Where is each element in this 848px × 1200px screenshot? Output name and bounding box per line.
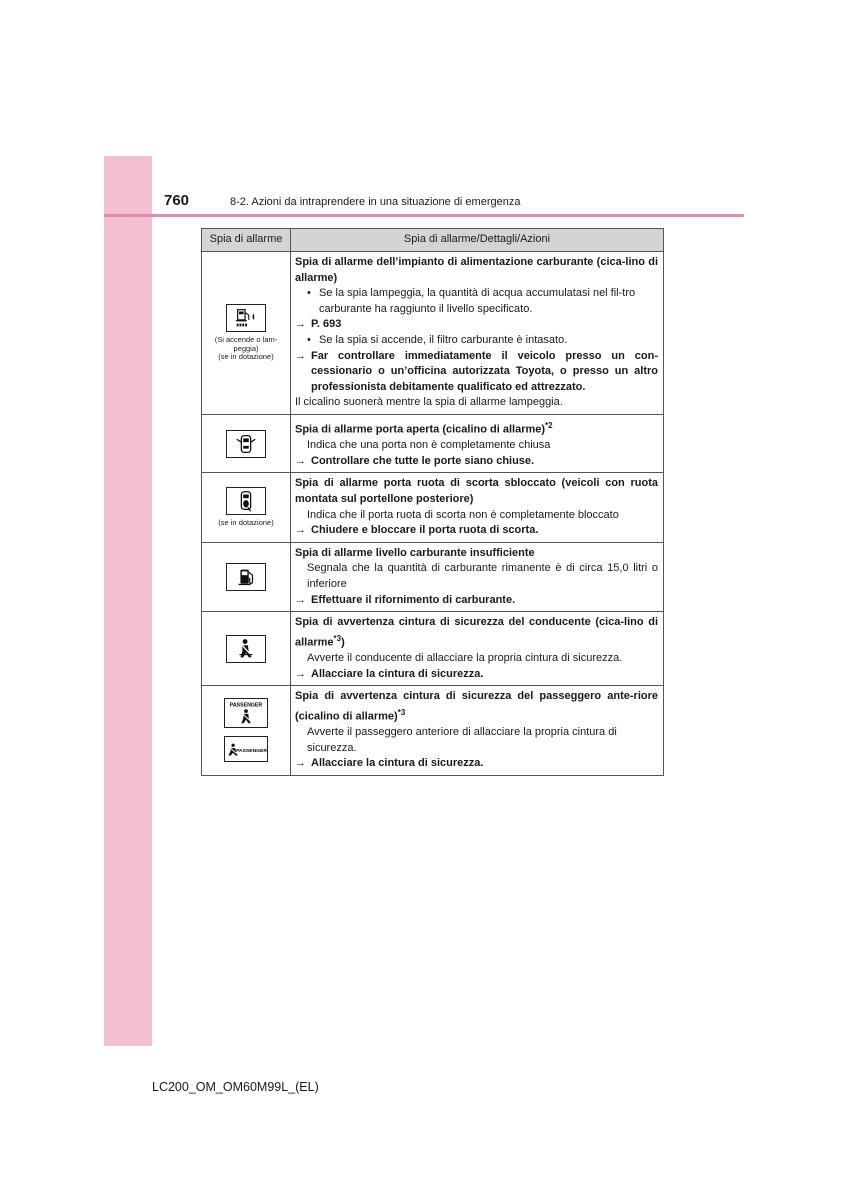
- title-text: Spia di avvertenza cintura di sicurezza del conducente (cica-lino di allarme: [295, 616, 658, 649]
- passenger-label: PASSENGER: [229, 702, 263, 709]
- chapter-title: 8-2. Azioni da intraprendere in una situazione di emergenza: [230, 196, 521, 208]
- icon-cell: [202, 414, 291, 472]
- action-text: → Effettuare il rifornimento di carburante.: [295, 593, 658, 609]
- icon-note: (Si accende o lam-peggia) (se in dotazione): [214, 335, 278, 362]
- action-text: → Allacciare la cintura di sicurezza.: [295, 756, 658, 772]
- details-cell: [291, 612, 664, 686]
- icon-cell: [202, 473, 291, 542]
- details-cell: [291, 414, 664, 472]
- footnote-marker: *3: [333, 633, 342, 643]
- icon-cell: [202, 252, 291, 415]
- description: Avverte il conducente di allacciare la propria cintura di sicurezza.: [307, 651, 623, 664]
- passenger-seatbelt-icon: [224, 736, 268, 762]
- door-open-icon: [226, 430, 266, 458]
- spare-tire-carrier-icon: [226, 487, 266, 515]
- description: Indica che il porta ruota di scorta non è completamente bloccato: [307, 508, 619, 521]
- row-title: Spia di allarme porta ruota di scorta sbloccato (veicoli con ruota montata sul portellone posteriore): [295, 477, 658, 505]
- row-title: Spia di allarme dell’impianto di alimentazione carburante (cica-lino di allarme): [295, 256, 658, 284]
- header-rule: [104, 214, 744, 217]
- title-end: ): [341, 636, 345, 649]
- seatbelt-icon: [226, 635, 266, 663]
- fuel-pump-icon: [226, 563, 266, 591]
- action-text: → Allacciare la cintura di sicurezza.: [295, 667, 658, 683]
- details-cell: [291, 252, 664, 415]
- footnote-marker: *2: [545, 420, 553, 430]
- title-text: Spia di allarme porta aperta (cicalino di allarme): [295, 423, 546, 436]
- footnote-marker: *3: [397, 707, 406, 717]
- description: Indica che una porta non è completamente chiusa: [307, 439, 551, 452]
- row-title: [295, 615, 658, 651]
- table-row: [202, 612, 664, 686]
- page-number: 760: [164, 192, 190, 209]
- description: Segnala che la quantità di carburante rimanente è di circa 15,0 litri o inferiore: [307, 562, 658, 590]
- row-title: Spia di allarme livello carburante insufficiente: [295, 546, 535, 559]
- warning-lights-table: [201, 228, 664, 776]
- icon-cell: [202, 612, 291, 686]
- col-header-light: Spia di allarme: [202, 229, 291, 252]
- details-cell: [291, 542, 664, 611]
- icon-note: (se in dotazione): [218, 518, 274, 528]
- col-header-details: Spia di allarme/Dettagli/Azioni: [291, 229, 664, 252]
- extra-note: Il cicalino suonerà mentre la spia di allarme lampeggia.: [295, 396, 563, 409]
- footer-code: LC200_OM_OM60M99L_(EL): [152, 1080, 319, 1094]
- table-row: [202, 414, 664, 472]
- table-row: [202, 252, 664, 415]
- side-tab: [104, 156, 152, 1046]
- table-header-row: [202, 229, 664, 252]
- table-row: [202, 542, 664, 611]
- icon-cell: [202, 542, 291, 611]
- action-text: → Controllare che tutte le porte siano chiuse.: [295, 454, 658, 470]
- row-title: [295, 418, 658, 438]
- icon-cell: [202, 686, 291, 776]
- table-row: [202, 473, 664, 542]
- bullet-item: • Se la spia lampeggia, la quantità di acqua accumulatasi nel fil-tro carburante ha raggiunto il livello specificato.: [295, 286, 658, 317]
- table-row: [202, 686, 664, 776]
- fuel-filter-water-icon: [226, 304, 266, 332]
- title-text: Spia di avvertenza cintura di sicurezza del passeggero ante-riore (cicalino di allarme): [295, 690, 658, 723]
- action-text: → Chiudere e bloccare il porta ruota di scorta.: [295, 523, 658, 539]
- action-text: → Far controllare immediatamente il veicolo presso un con-cessionario o un’officina autorizzata Toyota, o presso un altro professionista debitamente qualificato ed attrezzato.: [295, 349, 658, 396]
- details-cell: [291, 686, 664, 776]
- page-reference: → P. 693: [295, 317, 658, 333]
- row-title: [295, 689, 658, 725]
- details-cell: [291, 473, 664, 542]
- passenger-seatbelt-icon: [224, 698, 268, 728]
- passenger-label: PASSENGER: [236, 748, 267, 755]
- description: Avverte il passeggero anteriore di allacciare la propria cintura di sicurezza.: [307, 726, 617, 754]
- bullet-item: • Se la spia si accende, il filtro carburante è intasato.: [295, 333, 658, 349]
